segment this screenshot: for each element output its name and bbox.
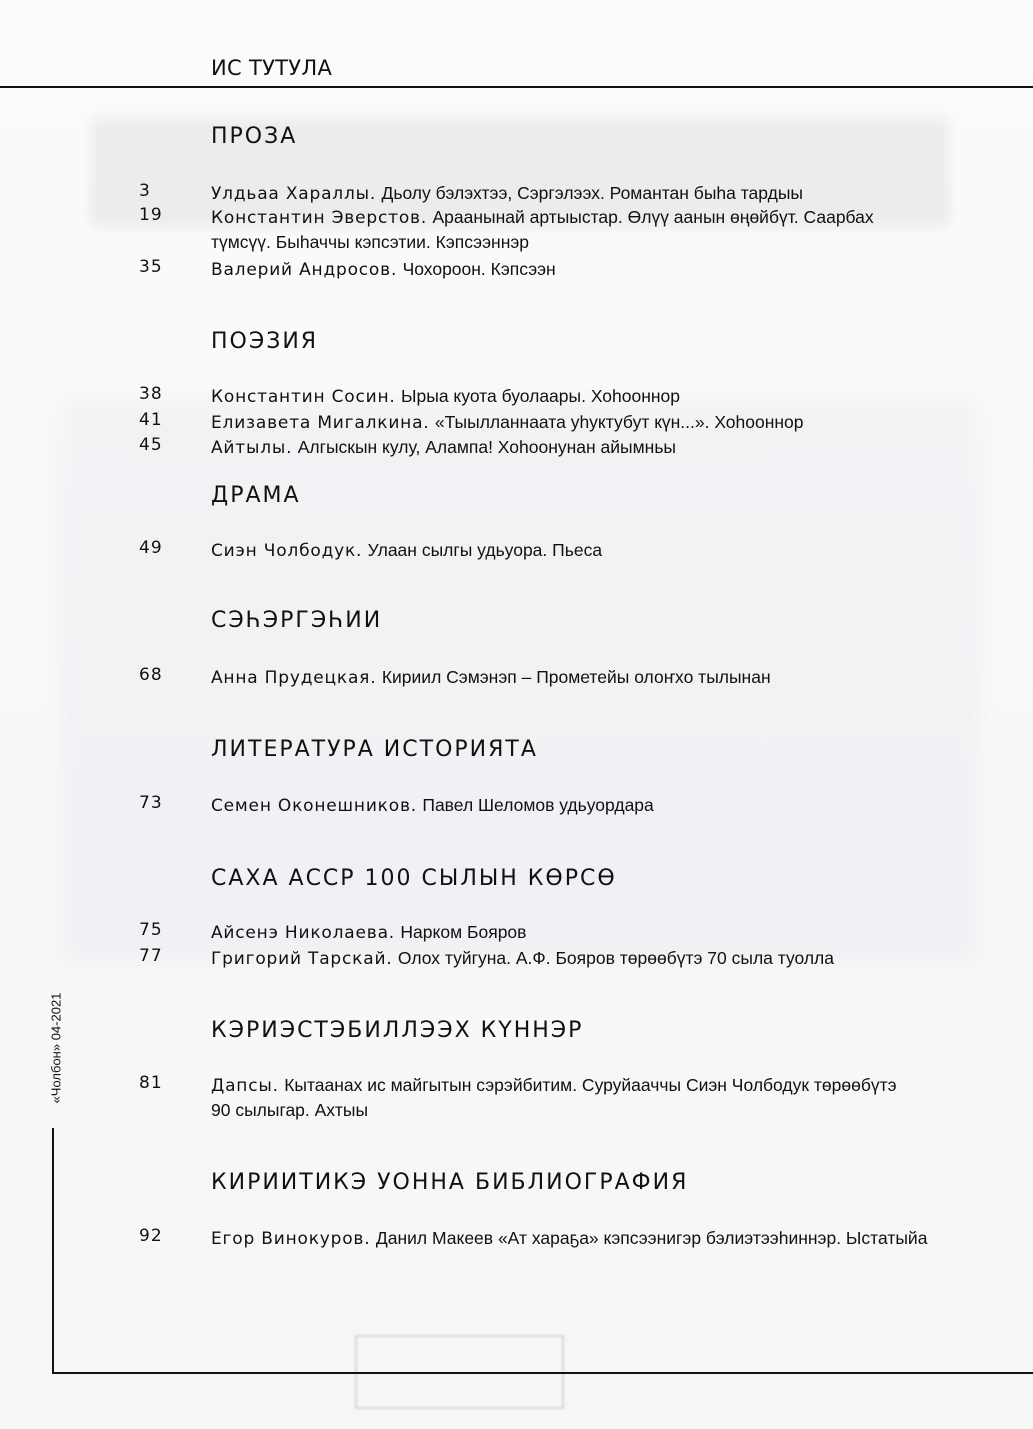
journal-issue-label: «Чолбон» 04-2021	[48, 992, 64, 1104]
section-title-criticism-bibliography: КИРИИТИКЭ УОННА БИБЛИОГРАФИЯ	[211, 1170, 689, 1195]
page-title: ИС ТУТУЛА	[211, 56, 333, 80]
entry-author: Григорий Тарскай.	[211, 949, 393, 969]
section-title-literature-history: ЛИТЕРАТУРА ИСТОРИЯТА	[211, 737, 538, 762]
page-number: 35	[139, 257, 163, 277]
section-title-prose: ПРОЗА	[211, 124, 298, 149]
entry-title: Араанынай артыыстар. Өлүү аанын өңөйбүт. Саарбах түмсүү. Быһаччы кэпсэтии. Кэпсээннэр	[211, 207, 874, 252]
entry-author: Семен Оконешников.	[211, 796, 417, 816]
page-number: 92	[139, 1226, 163, 1246]
entry-author: Айтылы.	[211, 438, 293, 458]
entry-title: Павел Шеломов удьуордара	[422, 795, 654, 815]
entry-author: Сиэн Чолбодук.	[211, 541, 363, 561]
page-number: 49	[139, 538, 163, 558]
entry-title: Ырыа куота буолаары. Хоһооннор	[401, 386, 681, 406]
page-number: 81	[139, 1073, 163, 1093]
entry-author: Егор Винокуров.	[211, 1229, 371, 1249]
entry-title: Кириил Сэмэнэп – Прометейы олоҥхо тылынан	[381, 667, 771, 687]
page-number: 73	[139, 793, 163, 813]
entry-title: Нарком Бояров	[400, 922, 527, 942]
top-rule	[0, 86, 1033, 88]
entry-author: Валерий Андросов.	[211, 260, 398, 280]
section-title-poetry: ПОЭЗИЯ	[211, 329, 319, 354]
section-title-drama: ДРАМА	[211, 483, 301, 508]
entry-title: Дьолу бэлэхтээ, Сэргэлээх. Романтан быһа тардыы	[381, 183, 803, 203]
page-number: 19	[139, 205, 163, 225]
entry-author: Константин Эверстов.	[211, 208, 428, 228]
entry-title: Алгыскын кулу, Алампа! Хоһоонунан айымньы	[297, 437, 677, 457]
page-number: 41	[139, 410, 163, 430]
entry-author: Дапсы.	[211, 1076, 279, 1096]
page-number: 38	[139, 384, 163, 404]
entry-author: Айсенэ Николаева.	[211, 923, 396, 943]
entry-title: Данил Макеев «Ат хараҕа» кэпсээнигэр бэлиэтээһиннэр. Ыстатыйа	[375, 1228, 928, 1248]
entry-title: Олох туйгуна. А.Ф. Бояров төрөөбүтэ 70 сыла туолла	[397, 948, 835, 968]
entry-title: Кытаанах ис майгытын сэрэйбитим. Суруйааччы Сиэн Чолбодук төрөөбүтэ 90 сылыгар. Ахтыы	[211, 1075, 897, 1120]
entry-author: Константин Сосин.	[211, 387, 396, 407]
entry-author: Улдьаа Хараллы.	[211, 184, 377, 204]
entry-title: Улаан сылгы удьуора. Пьеса	[367, 540, 603, 560]
entry-author: Елизавета Мигалкина.	[211, 413, 430, 433]
page-number: 45	[139, 435, 163, 455]
section-title-yakut-assr: САХА АССР 100 СЫЛЫН КӨРСӨ	[211, 866, 617, 891]
page-number: 68	[139, 665, 163, 685]
page-number: 3	[139, 181, 151, 201]
entry-title: Чохороон. Кэпсээн	[402, 259, 556, 279]
section-title-interview: СЭҺЭРГЭҺИИ	[211, 608, 383, 633]
page-number: 75	[139, 920, 163, 940]
section-title-memorial-days: КЭРИЭСТЭБИЛЛЭЭХ КҮННЭР	[211, 1018, 584, 1043]
page-number: 77	[139, 946, 163, 966]
entry-author: Анна Прудецкая.	[211, 668, 377, 688]
side-rule	[52, 1128, 54, 1373]
entry-title: «Тыылланнаата уһуктубут күн...». Хоһооннор	[434, 412, 804, 432]
bottom-rule	[52, 1372, 1033, 1374]
